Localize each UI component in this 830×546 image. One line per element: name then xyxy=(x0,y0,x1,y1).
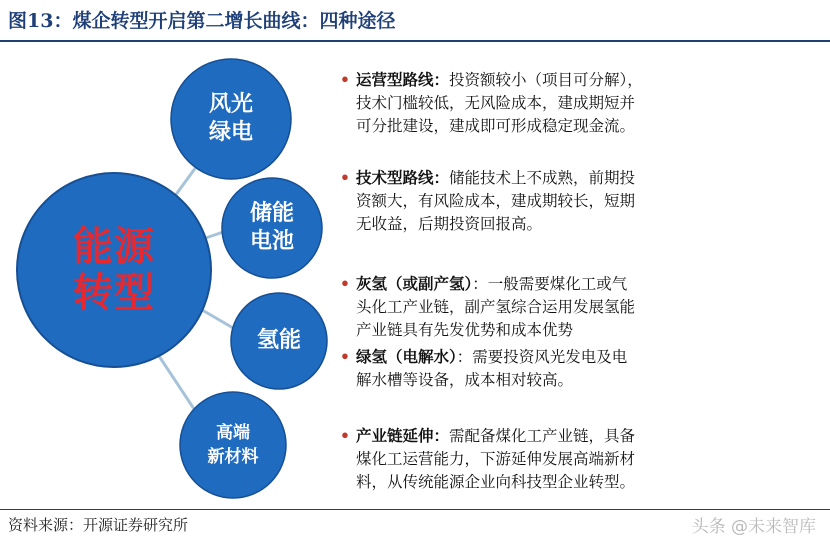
description-head: 运营型路线： xyxy=(356,70,450,89)
bullet: • xyxy=(340,347,350,366)
node-label-line2: 电池 xyxy=(249,229,294,254)
description-line: 资额大，有风险成本，建成期较长，短期 xyxy=(356,192,636,210)
bullet: • xyxy=(340,274,350,293)
description-line: ：需要投资风光发电及电 xyxy=(456,348,628,366)
description-line: 料，从传统能源企业向科技型企业转型。 xyxy=(356,473,636,491)
description-line: 产业链具有先发优势和成本优势 xyxy=(356,321,574,339)
bullet: • xyxy=(340,70,350,89)
node-label-storage xyxy=(222,178,322,278)
description-line: 煤化工运营能力，下游延伸发展高端新材 xyxy=(356,450,636,468)
center-label-line2: 转型 xyxy=(73,270,155,316)
description-grey-hydrogen xyxy=(340,272,730,342)
description-line: 头化工产业链，副产氢综合运用发展氢能 xyxy=(356,298,636,316)
description-technical-route xyxy=(340,166,730,236)
center-label-line1: 能源 xyxy=(73,224,155,270)
description-chain-extension xyxy=(340,424,730,494)
center-label xyxy=(17,173,211,367)
description-head: 绿氢（电解水） xyxy=(356,347,457,366)
description-head: 技术型路线： xyxy=(356,168,450,187)
node-label-line1: 储能 xyxy=(249,201,294,226)
description-operating-route xyxy=(340,68,730,138)
description-line: 解水槽等设备，成本相对较高。 xyxy=(356,371,574,389)
description-head: 产业链延伸： xyxy=(356,426,450,445)
bullet: • xyxy=(340,426,350,445)
node-label-line2: 绿电 xyxy=(208,120,253,145)
description-line: ：一般需要煤化工或气 xyxy=(472,275,628,293)
node-label-line2: 新材料 xyxy=(207,447,259,467)
node-label-wind-solar xyxy=(171,59,291,179)
description-line: 技术门槛较低，无风险成本，建成期短并 xyxy=(356,94,636,112)
node-label-line1: 氢能 xyxy=(256,328,301,353)
description-line: 可分批建设，建成即可形成稳定现金流。 xyxy=(356,117,636,135)
node-label-hydrogen xyxy=(231,293,327,389)
description-line: 投资额较小（项目可分解）， xyxy=(449,71,643,89)
description-line: 储能技术上不成熟，前期投 xyxy=(449,169,636,187)
description-line: 需配备煤化工产业链，具备 xyxy=(449,427,636,445)
figure-title: 图13：煤企转型开启第二增长曲线：四种途径 xyxy=(8,10,396,32)
node-label-line1: 风光 xyxy=(208,92,253,117)
description-line: 无收益，后期投资回报高。 xyxy=(356,215,543,233)
bullet: • xyxy=(340,168,350,187)
source-note: 资料来源：开源证券研究所 xyxy=(8,516,189,534)
node-label-line1: 高端 xyxy=(216,423,250,443)
description-green-hydrogen xyxy=(340,345,730,392)
node-label-materials xyxy=(180,392,286,498)
watermark: 头条 @未来智库 xyxy=(691,517,816,537)
footer-divider xyxy=(0,509,830,510)
description-head: 灰氢（或副产氢） xyxy=(356,274,473,293)
